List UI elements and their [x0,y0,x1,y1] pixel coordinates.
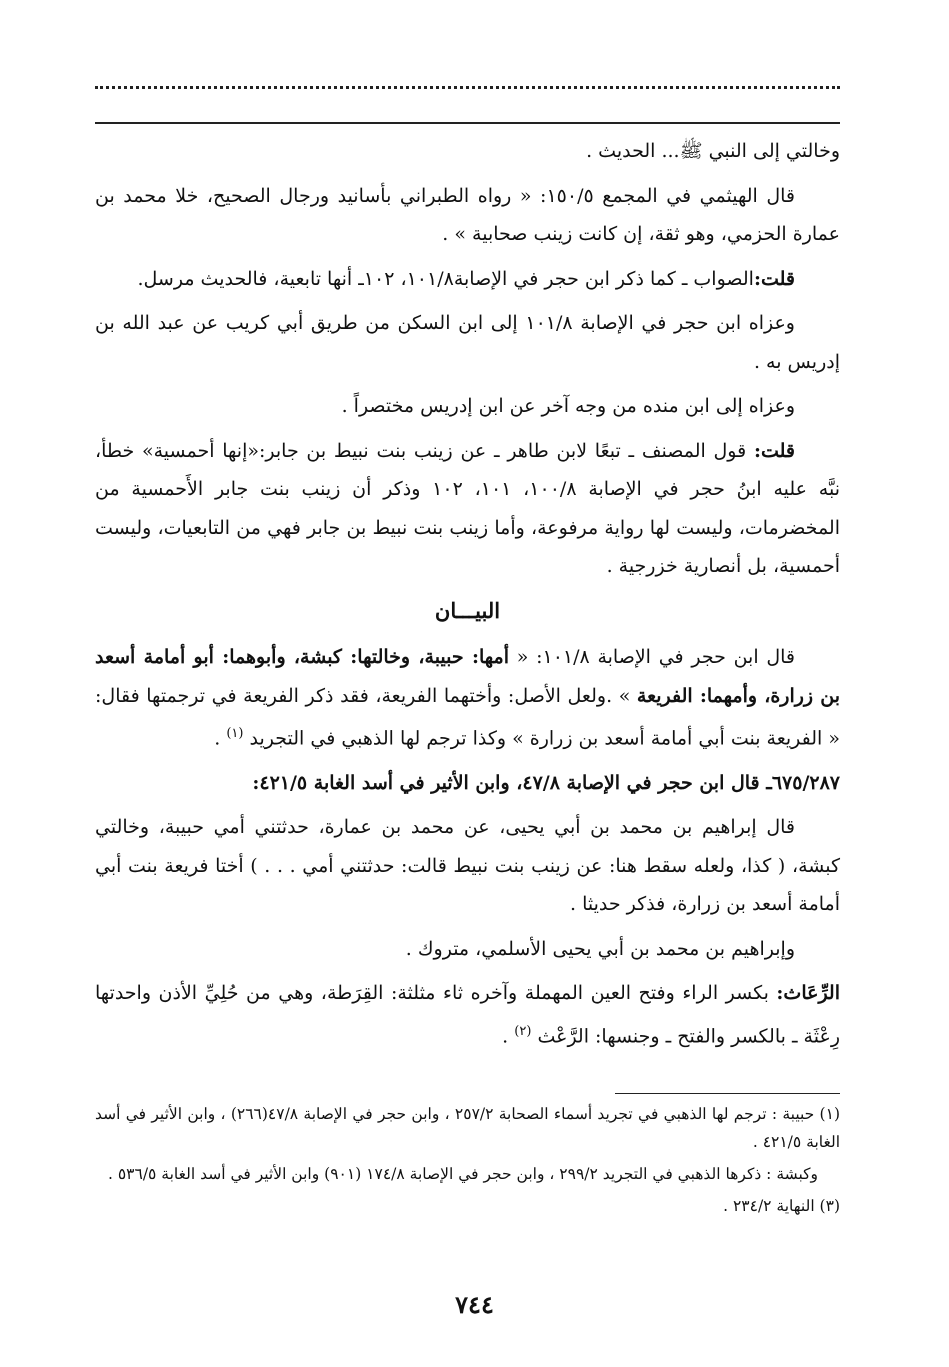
paragraph-qultu-1 [95,260,840,299]
qultu-label: قلت: [753,439,795,462]
section-heading: البيـــان [434,597,501,623]
bayan-text: قال ابن حجر في الإصابة ١٠١/٨: « [508,646,796,668]
term-definition: بكسر الراء وفتح العين المهملة وآخره ثاء مثلثة: القِرَطة، وهي من حُلِيِّ الأذن واحدتها رِعْثَة ـ بالكسر والفتح ـ وجنسها: الرَّعْث [95,982,840,1048]
footnote-1-cont: وكبشة : ذكرها الذهبي في التجريد ٢٩٩/٢ ، وابن حجر في الإصابة ١٧٤/٨ (٩٠١) وابن الأثير في أسد الغابة ٥٣٦/٥ . [107,1165,818,1183]
bayan-bold-quote: أمها: حبيبة، وخالتها: كبشة، وأبوهما: أبو أمامة أسعد بن زرارة، وأمهما: الفريعة [95,646,841,707]
paragraph-entry: قال إبراهيم بن محمد بن أبي يحيى، عن محمد بن عمارة، حدثتني أمي حبيبة، وخالتي كبشة، ( كذا، ولعله سقط هنا: عن زينب بنت نبيط قالت: حدثتني أمي . . . ) أختا فريعة بنت أبي أمامة أسعد بن زرارة، فذكر حديثا . [95,816,840,916]
paragraph-riath [95,974,840,1055]
header-rule [95,122,840,124]
paragraph-azahu-2: وعزاه إلى ابن منده من وجه آخر عن ابن إدريس مختصراً . [341,395,795,417]
paragraph-azahu-1: وعزاه ابن حجر في الإصابة ١٠١/٨ إلى ابن السكن من طريق أبي كريب عن عبد الله بن إدريس به . [95,312,840,373]
footnotes [95,1100,840,1224]
bayan-text: » .ولعل الأصل: وأختهما الفريعة، فقد ذكر الفريعة في ترجمتها فقال: « الفريعة بنت أبي أمامة أسعد بن زرارة » وكذا ترجم لها الذهبي في التجريد [95,684,840,750]
paragraph-hadith-end: وخالتي إلى النبي ﷺ... الحديث . [586,140,840,162]
paragraph-haythami: قال الهيثمي في المجمع ١٥٠/٥: « رواه الطبراني بأسانيد ورجال الصحيح، خلا محمد بن عمارة الحزمي، وهو ثقة، إن كانت زينب صحابية » . [95,184,840,245]
page-number: ٧٤٤ [455,1290,494,1319]
term-definition: . [502,1025,515,1048]
footnote-ref: (٢) [514,1023,532,1039]
footnote-1: (١) حبيبة : ترجم لها الذهبي في تجريد أسماء الصحابة ٢٥٧/٢ ، وابن حجر في الإصابة ٤٧/٨(٢٦٦) ، وابن الأثير في أسد الغابة ٤٢١/٥ . [95,1105,840,1151]
qultu-text: الصواب ـ كما ذكر ابن حجر في الإصابة١٠١/٨، ١٠٢ـ أنها تابعية، فالحديث مرسل. [137,267,754,290]
qultu-text: قول المصنف ـ تبعًا لابن طاهر ـ عن زينب بنت نبيط بن جابر:«إنها أحمسية» خطأ، نبَّه عليه ابنُ حجر في الإصابة ١٠٠/٨، ١٠١، ١٠٢ وذكر أن زينب بنت جابر الأَحمسية من المخضرمات، وليست لها رواية مرفوعة، وأما زينب بنت نبيط بن جابر فهي من التابعيات، وليست أحمسية، بل أنصارية خزرجية . [95,439,841,577]
header-dotted-rule [95,86,840,99]
footnote-rule [615,1093,840,1094]
paragraph-qultu-2 [95,432,840,586]
footnote-ref: (١) [226,726,244,741]
bayan-text: . [214,727,227,750]
main-text [95,132,840,1062]
qultu-label: قلت: [753,267,795,290]
entry-heading: ٦٧٥/٢٨٧ـ قال ابن حجر في الإصابة ٤٧/٨، وابن الأثير في أسد الغابة ٤٢١/٥: [252,771,840,794]
footnote-3: (٣) النهاية ٢٣٤/٢ . [723,1197,840,1215]
paragraph-ibrahim: وإبراهيم بن محمد بن أبي يحيى الأسلمي، متروك . [405,937,795,960]
term-label: الرِّعَاث: [776,982,840,1005]
paragraph-bayan [95,638,840,758]
